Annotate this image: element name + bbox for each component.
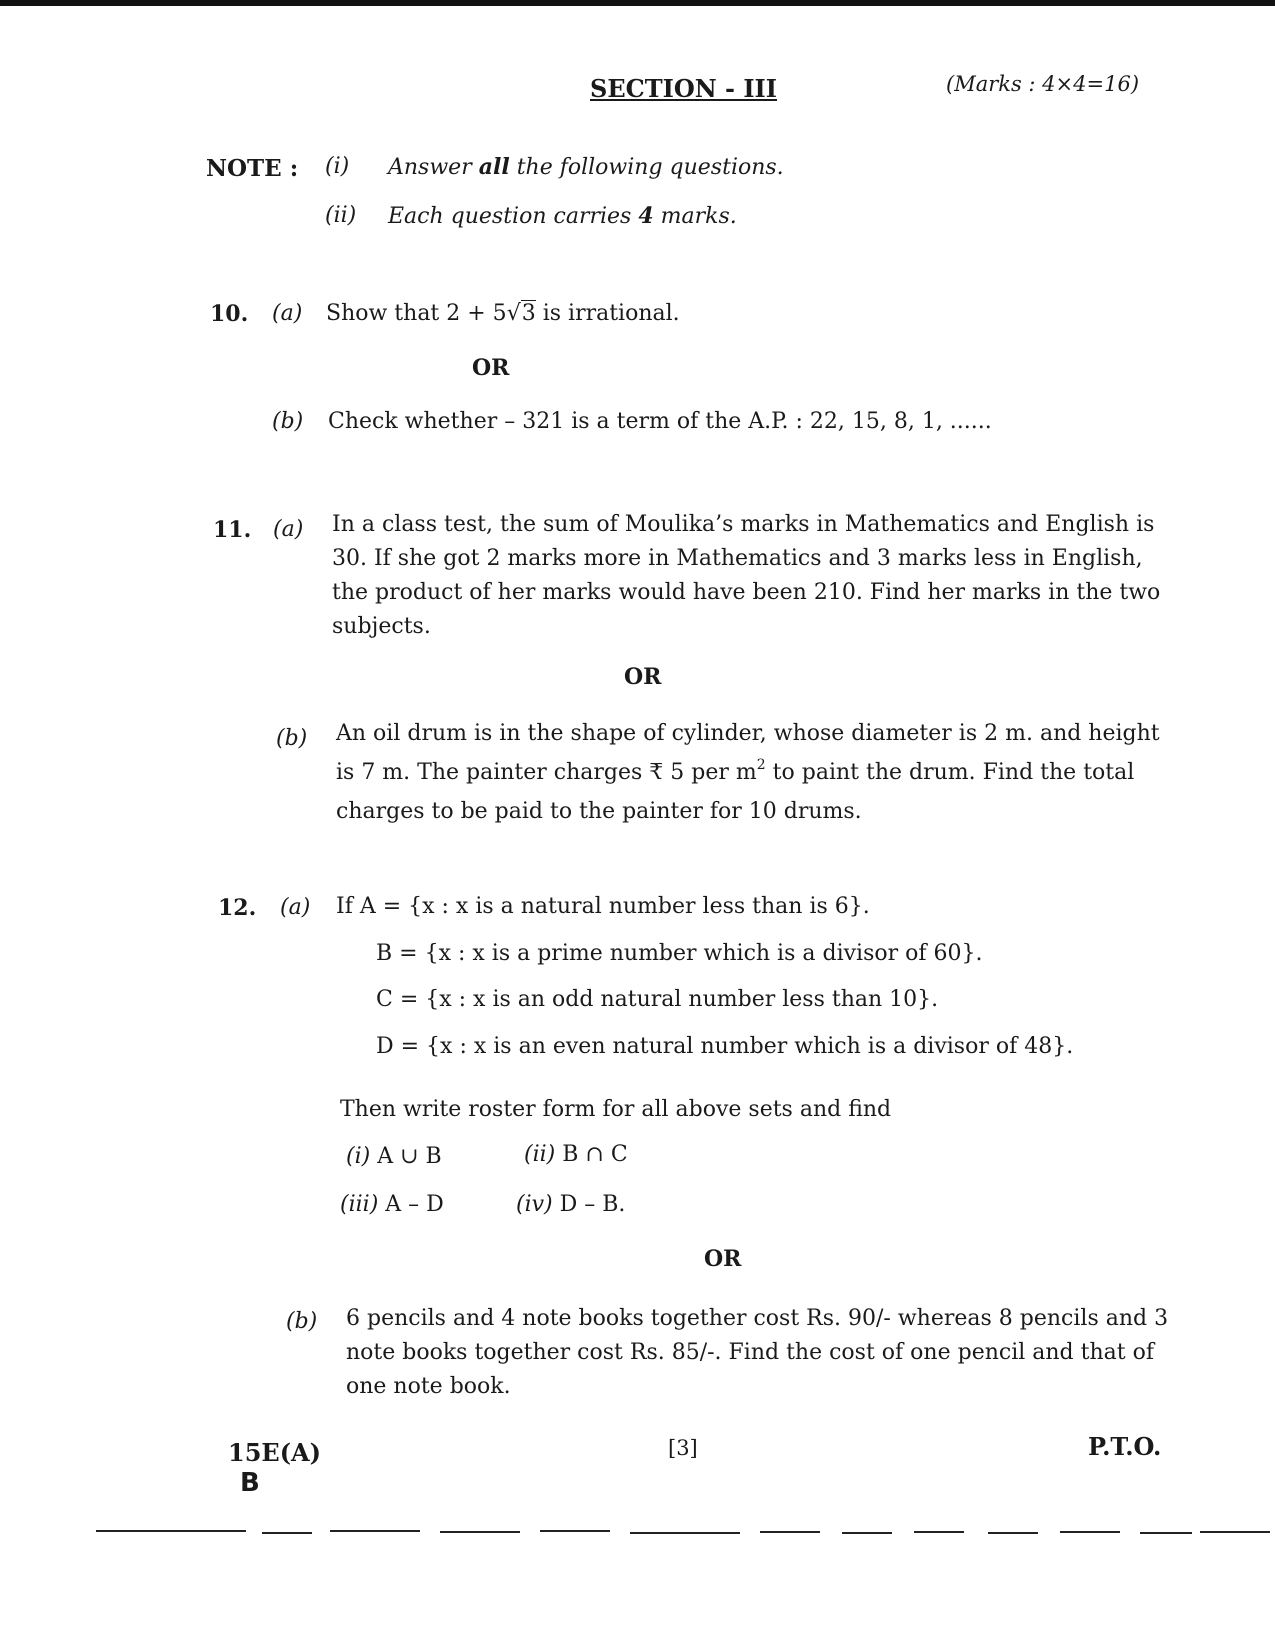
q12-number: 12. (218, 895, 257, 921)
section-marks: (Marks : 4×4=16) (946, 72, 1140, 96)
q12-part-ii: (ii) B ∩ C (524, 1142, 628, 1167)
q11-a-text: In a class test, the sum of Moulika’s marks in Mathematics and English is 30. If she got 2 marks more in Mathematics and 3 marks less in English, the product of her marks would have been 210. Find her marks in the two subjects. (332, 512, 1161, 639)
q10-b-text: Check whether – 321 is a term of the A.P. : 22, 15, 8, 1, ...... (328, 409, 992, 434)
q10-number: 10. (210, 301, 249, 327)
q11-b-label: (b) (276, 726, 308, 751)
note-label: NOTE : (206, 155, 299, 182)
q10-b-label: (b) (272, 409, 304, 434)
q12-set-d: D = {x : x is an even natural number which is a divisor of 48}. (376, 1034, 1074, 1059)
q12-b-text: 6 pencils and 4 note books together cost Rs. 90/- whereas 8 pencils and 3 note books together cost Rs. 85/-. Find the cost of one pencil and that of one note book. (346, 1306, 1169, 1399)
q12-part-iii: (iii) A – D (340, 1192, 444, 1217)
q12-a-label: (a) (280, 895, 311, 920)
divider (330, 1530, 420, 1532)
q11-b-text: An oil drum is in the shape of cylinder, whose diameter is 2 m. and height is 7 m. The painter charges ₹ 5 per $m^2$ to paint the drum. Find the total charges to be paid to the painter for 10 drums. (336, 721, 1160, 824)
divider (914, 1531, 964, 1533)
paper-set: B (240, 1468, 260, 1498)
top-border (0, 0, 1275, 6)
q11-or: OR (624, 664, 662, 690)
divider (96, 1530, 246, 1532)
page-number: [3] (668, 1436, 698, 1460)
q12-or: OR (704, 1246, 742, 1272)
divider (262, 1532, 312, 1534)
note-item-1: Answer all the following questions. (388, 154, 784, 180)
divider (760, 1531, 820, 1533)
q12-set-c: C = {x : x is an odd natural number less than 10}. (376, 987, 939, 1012)
q11-a-label: (a) (273, 517, 304, 542)
q12-b-label: (b) (286, 1309, 318, 1334)
divider (540, 1530, 610, 1532)
divider (1200, 1531, 1270, 1533)
q12-part-iv: (iv) D – B. (516, 1192, 626, 1217)
sqrt-radicand: 3 (521, 301, 536, 326)
pto-label: P.T.O. (1088, 1432, 1162, 1461)
divider (1140, 1532, 1192, 1534)
q12-part-i: (i) A ∪ B (346, 1144, 442, 1169)
divider (988, 1532, 1038, 1534)
q12-set-b: B = {x : x is a prime number which is a divisor of 60}. (376, 941, 983, 966)
q12-set-a: If A = {x : x is a natural number less than is 6}. (336, 894, 870, 919)
q12-instruction: Then write roster form for all above sets and find (340, 1097, 892, 1122)
paper-code: 15E(A) (228, 1438, 322, 1467)
q11-number: 11. (213, 517, 252, 543)
divider (440, 1531, 520, 1533)
note-item-1-num: (i) (325, 154, 350, 179)
divider (1060, 1531, 1120, 1533)
note-item-2-num: (ii) (325, 203, 357, 228)
note-item-2: Each question carries 4 marks. (388, 203, 737, 229)
divider (842, 1532, 892, 1534)
q10-a-label: (a) (272, 301, 303, 326)
q10-or: OR (472, 355, 510, 381)
section-title: SECTION - III (590, 74, 778, 103)
q10-a-text: Show that 2 + 5√3 is irrational. (326, 301, 680, 326)
divider (630, 1532, 740, 1534)
